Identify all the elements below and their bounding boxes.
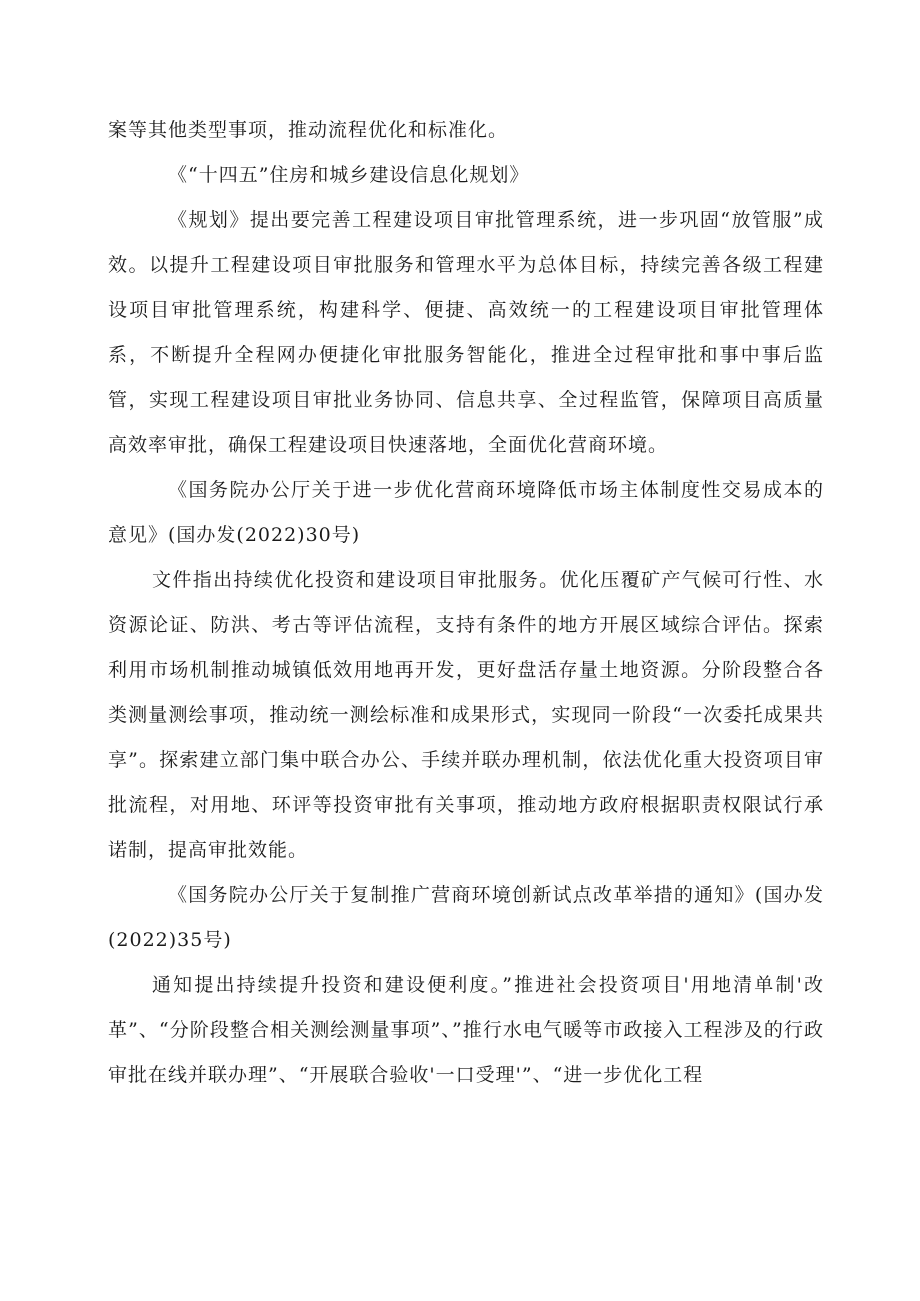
document-body	[108, 108, 824, 1098]
heading-state-council-opinion-30: 《国务院办公厅关于进一步优化营商环境降低市场主体制度性交易成本的意见》(国办发(2022)30号)	[108, 479, 824, 546]
paragraph-continuation: 案等其他类型事项，推动流程优化和标准化。	[108, 119, 509, 141]
paragraph-opinion-summary: 文件指出持续优化投资和建设项目审批服务。优化压覆矿产气候可行性、水资源论证、防洪、考古等评估流程，支持有条件的地方开展区域综合评估。探索利用市场机制推动城镇低效用地再开发，更好盘活存量土地资源。分阶段整合各类测量测绘事项，推动统一测绘标准和成果形式，实现同一阶段“一次委托成果共享”。探索建立部门集中联合办公、手续并联办理机制，依法优化重大投资项目审批流程，对用地、环评等投资审批有关事项，推动地方政府根据职责权限试行承诺制，提高审批效能。	[108, 569, 824, 861]
heading-housing-informatization-plan: 《“十四五”住房和城乡建设信息化规划》	[168, 164, 530, 186]
heading-state-council-notice-35: 《国务院办公厅关于复制推广营商环境创新试点改革举措的通知》(国办发(2022)35号)	[108, 884, 824, 951]
paragraph-plan-summary: 《规划》提出要完善工程建设项目审批管理系统，进一步巩固“放管服”成效。以提升工程建设项目审批服务和管理水平为总体目标，持续完善各级工程建设项目审批管理系统，构建科学、便捷、高效统一的工程建设项目审批管理体系，不断提升全程网办便捷化审批服务智能化，推进全过程审批和事中事后监管，实现工程建设项目审批业务协同、信息共享、全过程监管，保障项目高质量高效率审批，确保工程建设项目快速落地，全面优化营商环境。	[108, 209, 824, 456]
paragraph-notice-summary: 通知提出持续提升投资和建设便利度。”推进社会投资项目'用地清单制'改革”、“分阶段整合相关测绘测量事项”、”推行水电气暖等市政接入工程涉及的行政审批在线并联办理”、“开展联合验收'一口受理'”、“进一步优化工程	[108, 974, 824, 1086]
